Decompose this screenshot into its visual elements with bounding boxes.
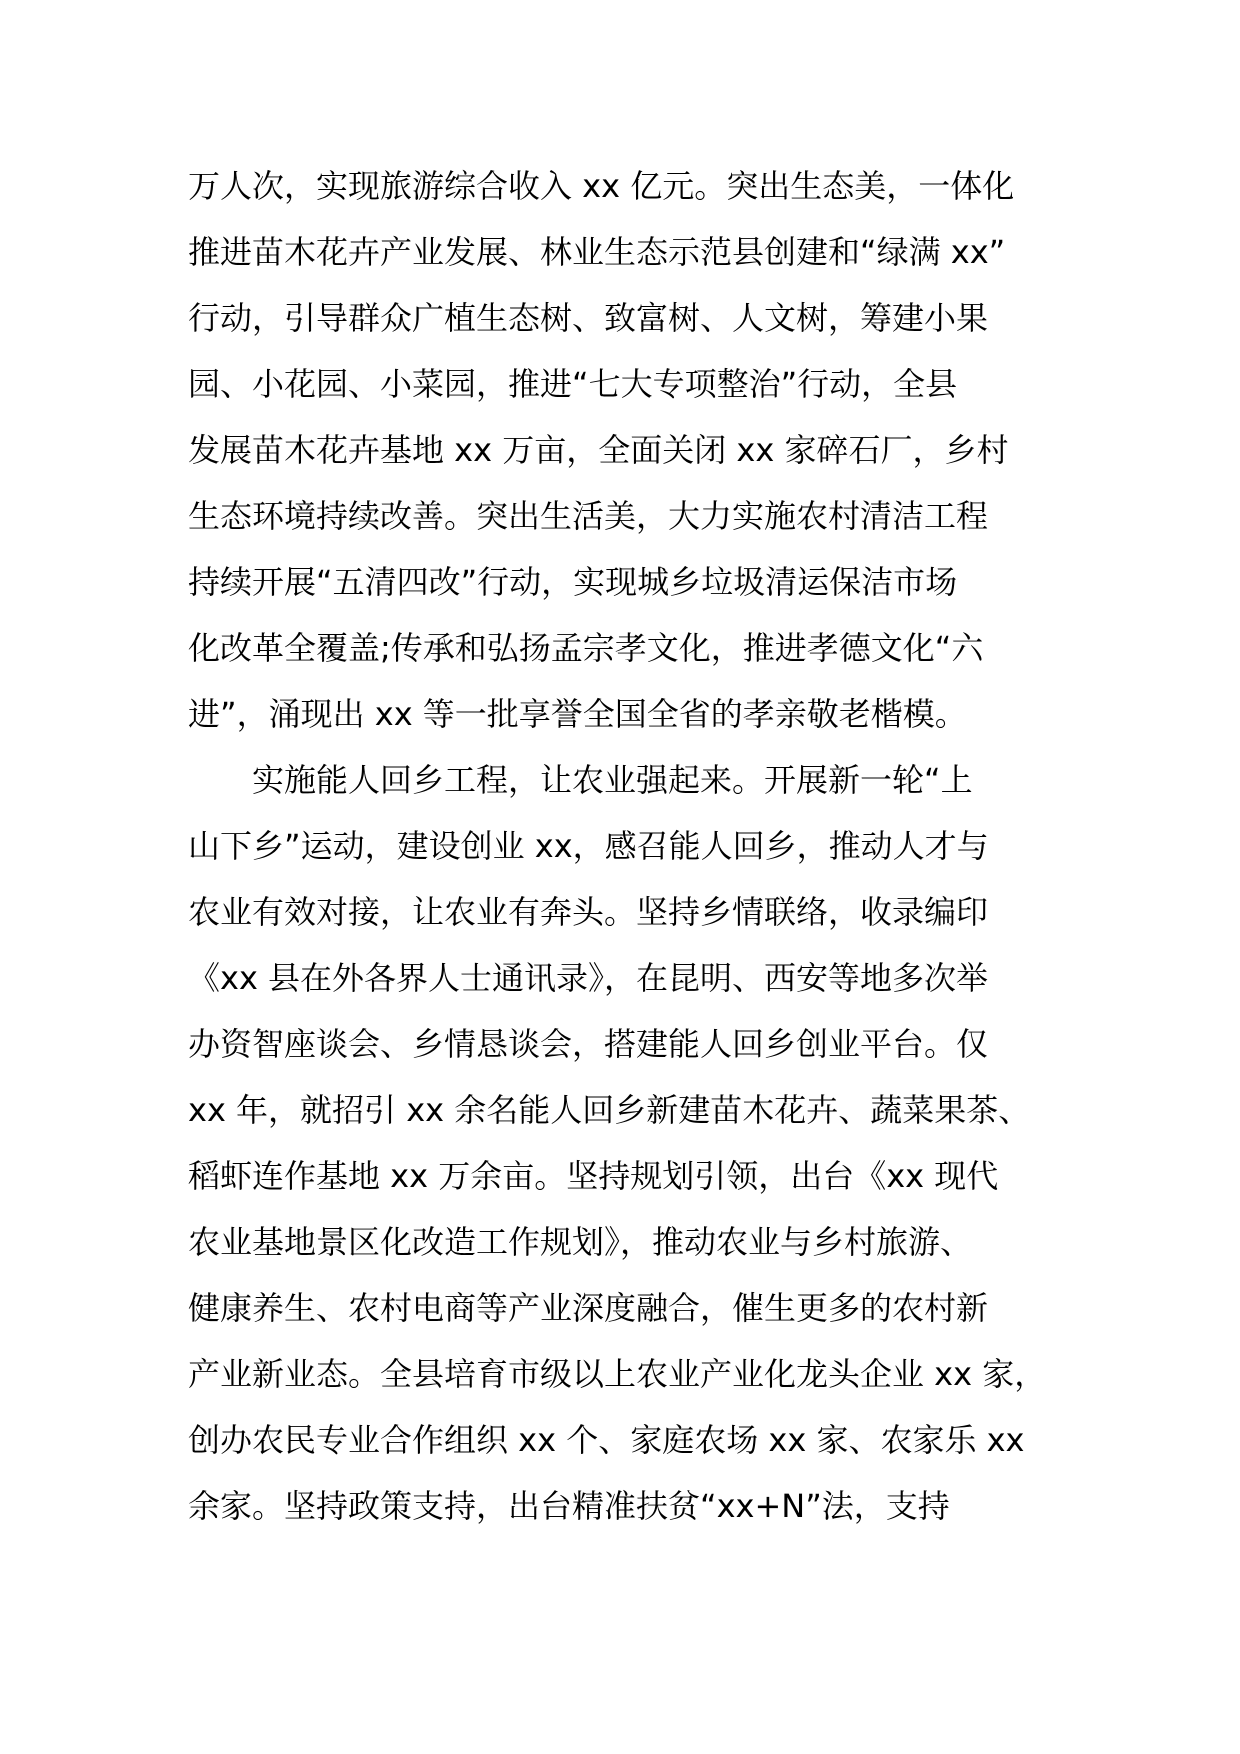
text-line: 创办农民专业合作组织 xx 个、家庭农场 xx 家、农家乐 xx [188, 1421, 1025, 1459]
text-line: 产业新业态。全县培育市级以上农业产业化龙头企业 xx 家， [188, 1355, 1047, 1393]
text-line: 推进苗木花卉产业发展、林业生态示范县创建和“绿满 xx” [188, 233, 1006, 271]
text-line: 健康养生、农村电商等产业深度融合，催生更多的农村新 [188, 1289, 989, 1327]
body-text [188, 153, 1068, 1539]
text-line: 生态环境持续改善。突出生活美，大力实施农村清洁工程 [188, 497, 989, 535]
text-line: 园、小花园、小菜园，推进“七大专项整治”行动，全县 [188, 365, 958, 403]
paragraph-start-line: 实施能人回乡工程，让农业强起来。开展新一轮“上 [188, 761, 973, 799]
text-line: 化改革全覆盖;传承和弘扬孟宗孝文化，推进孝德文化“六 [188, 629, 984, 667]
text-line: 进”，涌现出 xx 等一批享誉全国全省的孝亲敬老楷模。 [188, 695, 967, 733]
text-line: 稻虾连作基地 xx 万余亩。坚持规划引领，出台《xx 现代 [188, 1157, 999, 1195]
text-line: 发展苗木花卉基地 xx 万亩，全面关闭 xx 家碎石厂，乡村 [188, 431, 1009, 469]
text-line: 《xx 县在外各界人士通讯录》，在昆明、西安等地多次举 [188, 959, 989, 997]
text-line: 行动，引导群众广植生态树、致富树、人文树，筹建小果 [188, 299, 989, 337]
text-line: 山下乡”运动，建设创业 xx，感召能人回乡，推动人才与 [188, 827, 989, 865]
text-line: 持续开展“五清四改”行动，实现城乡垃圾清运保洁市场 [188, 563, 958, 601]
text-line: 农业基地景区化改造工作规划》，推动农业与乡村旅游、 [188, 1223, 973, 1261]
text-line: 余家。坚持政策支持，出台精准扶贫“xx+N”法，支持 [188, 1487, 950, 1525]
text-line: 万人次，实现旅游综合收入 xx 亿元。突出生态美，一体化 [188, 167, 1015, 205]
text-line: xx 年，就招引 xx 余名能人回乡新建苗木花卉、蔬菜果茶、 [188, 1091, 1031, 1129]
text-line: 办资智座谈会、乡情恳谈会，搭建能人回乡创业平台。仅 [188, 1025, 989, 1063]
text-line: 农业有效对接，让农业有奔头。坚持乡情联络，收录编印 [188, 893, 989, 931]
